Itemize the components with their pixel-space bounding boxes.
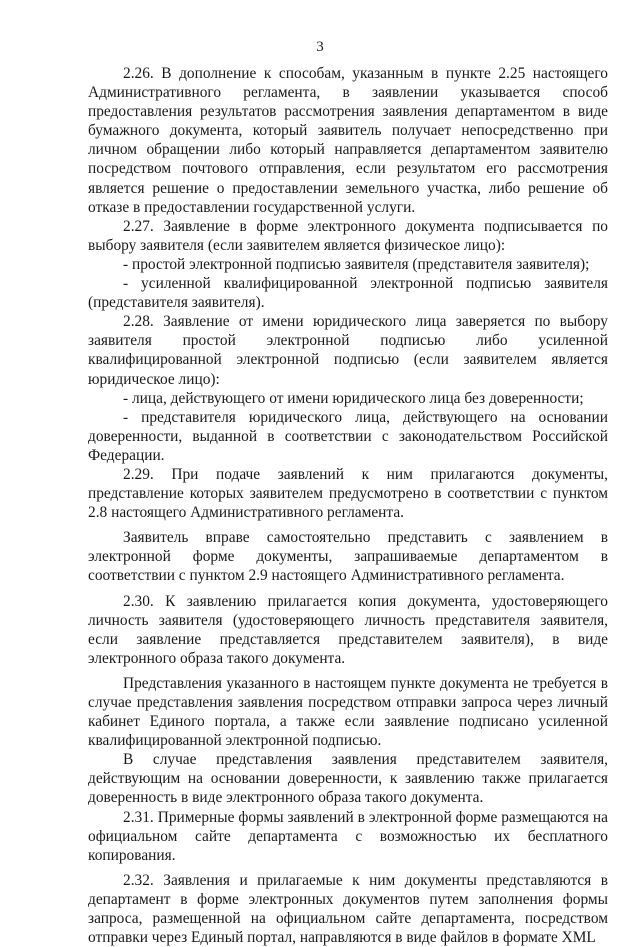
list-item-simple-signature: - простой электронной подписью заявителя (представителя заявителя); — [123, 255, 590, 273]
list-item-qualified-signature: - усиленной квалифицированной электронной подписью заявителя (представителя заявителя). — [88, 275, 608, 312]
paragraph-2-28: 2.28. Заявление от имени юридического лица заверяется по выбору заявителя простой электронной подписью либо усиленной квалифицированной электронной подписью (если заявителем является юридическое лицо): — [88, 313, 608, 388]
list-item-representative: - представителя юридического лица, действующего на основании доверенности, выданной в соответствии с законодательством Российской Федерации. — [88, 408, 608, 464]
paragraph-2-32: 2.32. Заявления и прилагаемые к ним документы представляются в департамент в форме электронных документов путем заполнения формы запроса, размещенной на официальном сайте департамента, посредством отправки через Единый портал, направляются в виде файлов в формате XML — [88, 871, 608, 947]
paragraph-2-30: 2.30. К заявлению прилагается копия документа, удостоверяющего личность заявителя (удостоверяющего личность представителя заявителя, если заявление представляется представителем заявителя), в виде электронного образа такого документа. — [88, 592, 608, 667]
paragraph-2-31: 2.31. Примерные формы заявлений в электронной форме размещаются на официальном сайте департамента с возможностью их бесплатного копирования. — [88, 808, 608, 864]
paragraph-2-27: 2.27. Заявление в форме электронного документа подписывается по выбору заявителя (если заявителем является физическое лицо): — [88, 217, 608, 254]
page-number: 3 — [316, 39, 324, 55]
paragraph-2-26: 2.26. В дополнение к способам, указанным в пункте 2.25 настоящего Административного регламента, в заявлении указывается способ предоставления результатов рассмотрения заявления департаментом в виде бумажного документа, который заявитель получает непосредственно при личном обращении либо который направляется департаментом заявителю посредством почтового отправления, если результатом его рассмотрения является решение о предоставлении земельного участка, либо решение об отказе в предоставлении государственной услуги. — [88, 65, 608, 216]
list-item-without-power-of-attorney: - лица, действующего от имени юридического лица без доверенности; — [123, 389, 584, 407]
document-body — [88, 64, 608, 947]
paragraph-2-29: 2.29. При подаче заявлений к ним прилагаются документы, представление которых заявителем предусмотрено в соответствии с пунктом 2.8 настоящего Административного регламента. — [88, 465, 608, 522]
paragraph-2-30-exception: Представления указанного в настоящем пункте документа не требуется в случае представления заявления посредством отправки запроса через личный кабинет Единого портала, а также если заявление подписано усиленной квалифицированной электронной подписью. — [88, 674, 608, 750]
paragraph-2-30-power-of-attorney: В случае представления заявления представителем заявителя, действующим на основании доверенности, к заявлению также прилагается доверенность в виде электронного образа такого документа. — [88, 751, 608, 807]
paragraph-2-29-continued: Заявитель вправе самостоятельно представить с заявлением в электронной форме документы, запрашиваемые департаментом в соответствии с пунктом 2.9 настоящего Административного регламента. — [88, 529, 608, 585]
